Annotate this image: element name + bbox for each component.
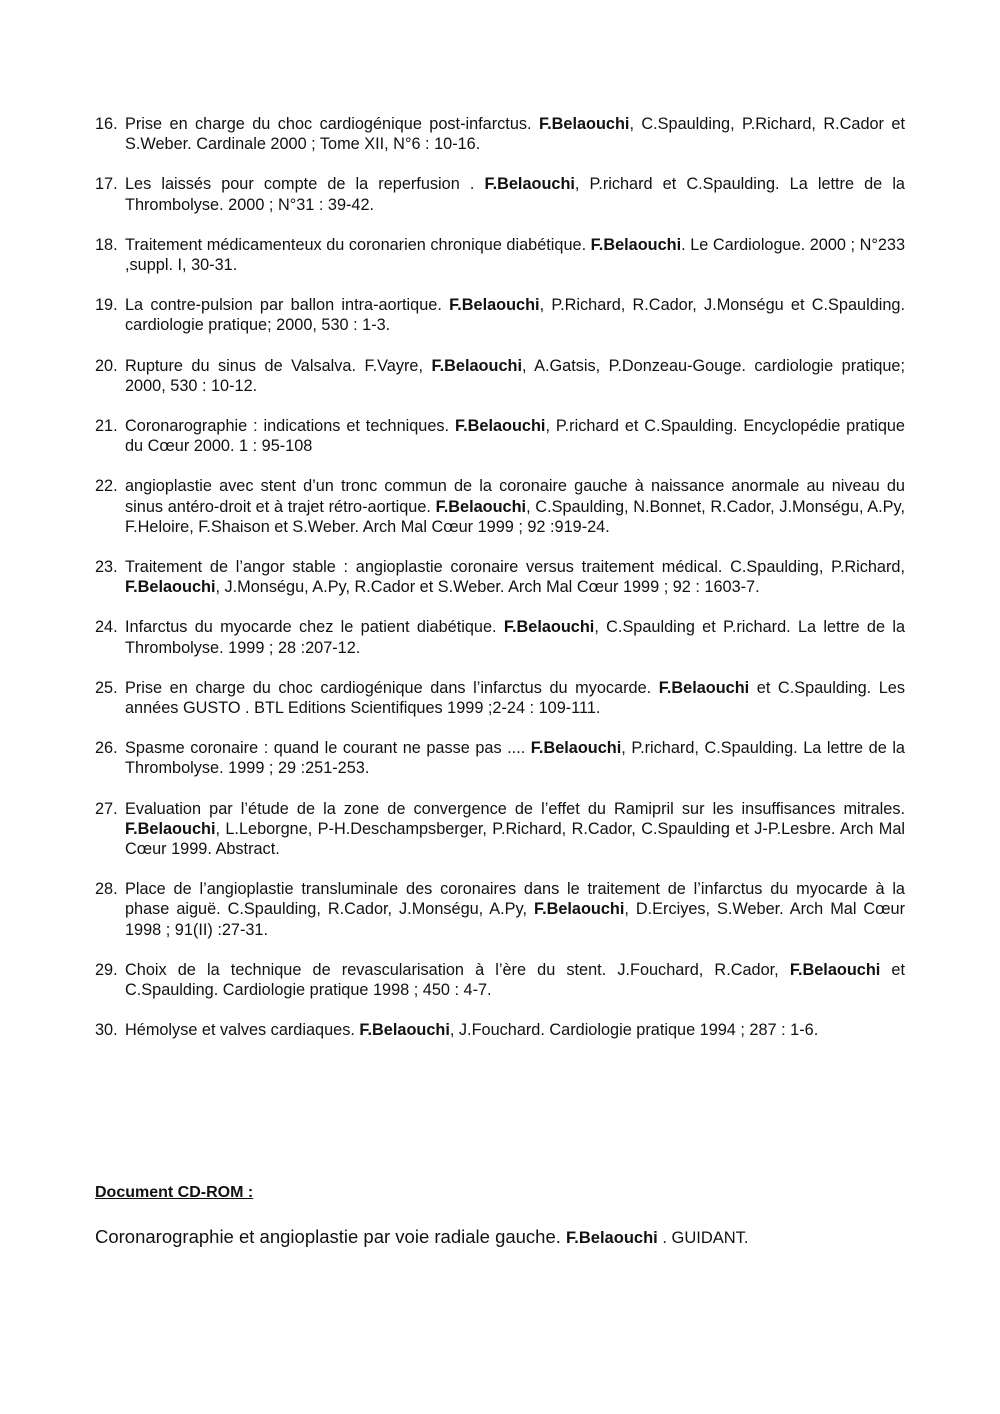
reference-text: , C.Spaulding, N.Bonnet, R.Cador, J.Monségu, A.Py, F.Heloire, F.Shaison et S.Weber. Arch Mal Cœur 1999 ; 92 :919-24. [125, 497, 905, 536]
cdrom-publisher: . GUIDANT. [657, 1229, 749, 1247]
reference-number: 24. [95, 618, 118, 637]
reference-number: 27. [95, 799, 118, 818]
reference-text: La contre-pulsion par ballon intra-aortique. [125, 296, 450, 315]
cdrom-title: Coronarographie et angioplastie par voie radiale gauche. [95, 1226, 567, 1247]
reference-text: , J.Fouchard. Cardiologie pratique 1994 ; 287 : 1-6. [449, 1021, 819, 1040]
reference-text: , D.Erciyes, S.Weber. Arch Mal Cœur 1998 ; 91(II) :27-31. [125, 900, 905, 939]
reference-item [95, 1020, 905, 1040]
reference-text: Evaluation par l’étude de la zone de convergence de l’effet du Ramipril sur les insuffisances mitrales. [125, 799, 905, 818]
reference-author: F.Belaouchi [484, 175, 575, 194]
reference-text: , P.richard et C.Spaulding. Encyclopédie pratique du Cœur 2000. 1 : 95-108 [125, 417, 905, 456]
reference-item [95, 114, 905, 154]
reference-text: et C.Spaulding. Les années GUSTO . BTL Editions Scientifiques 1999 ;2-24 : 109-111. [125, 678, 905, 718]
reference-text: Hémolyse et valves cardiaques. [125, 1021, 360, 1040]
reference-text: Place de l’angioplastie transluminale des coronaires dans le traitement de l’infarctus du myocarde à la phase aiguë. C.Spaulding, R.Cador, J.Monségu, A.Py, [125, 880, 905, 919]
reference-text: Prise en charge du choc cardiogénique dans l’infarctus du myocarde. [125, 678, 659, 697]
reference-author: F.Belaouchi [449, 296, 540, 315]
reference-item [95, 738, 905, 778]
reference-number: 26. [95, 739, 118, 758]
reference-number: 29. [95, 960, 118, 979]
reference-number: 30. [95, 1021, 118, 1040]
reference-number: 21. [95, 417, 118, 436]
reference-text: , P.Richard, R.Cador, J.Monségu et C.Spaulding. cardiologie pratique; 2000, 530 : 1-3. [125, 296, 905, 335]
reference-text: , P.richard, C.Spaulding. La lettre de la Thrombolyse. 1999 ; 29 :251-253. [125, 739, 905, 778]
reference-number: 22. [95, 477, 118, 496]
reference-number: 17. [95, 175, 118, 194]
reference-text: , J.Monségu, A.Py, R.Cador et S.Weber. Arch Mal Cœur 1999 ; 92 : 1603-7. [215, 578, 760, 597]
reference-author: F.Belaouchi [454, 417, 546, 436]
cdrom-entry [95, 1225, 905, 1250]
reference-text: Coronarographie : indications et techniques. [125, 417, 455, 436]
reference-text: Choix de la technique de revascularisation à l’ère du stent. J.Fouchard, R.Cador, [125, 960, 790, 979]
reference-item [95, 879, 905, 940]
reference-author: F.Belaouchi [125, 819, 216, 838]
reference-number: 23. [95, 558, 118, 577]
reference-author: F.Belaouchi [658, 678, 750, 697]
reference-text: . Le Cardiologue. 2000 ; N°233 ,suppl. I, 30-31. [125, 235, 906, 275]
reference-text: Rupture du sinus de Valsalva. F.Vayre, [125, 356, 432, 375]
reference-text: Infarctus du myocarde chez le patient diabétique. [125, 618, 504, 637]
reference-author: F.Belaouchi [538, 115, 630, 133]
reference-item [95, 174, 905, 214]
reference-number: 25. [95, 678, 118, 697]
reference-text: et C.Spaulding. Cardiologie pratique 1998 ; 450 : 4-7. [125, 960, 906, 1000]
reference-text: , C.Spaulding et P.richard. La lettre de la Thrombolyse. 1999 ; 28 :207-12. [125, 618, 905, 657]
reference-number: 19. [95, 296, 118, 315]
reference-text: Traitement de l’angor stable : angioplastie coronaire versus traitement médical. C.Spaulding, P.Richard, [125, 558, 905, 577]
reference-item [95, 416, 905, 456]
reference-item [95, 960, 905, 1000]
reference-item [95, 617, 905, 657]
reference-author: F.Belaouchi [125, 578, 216, 597]
reference-author: F.Belaouchi [435, 497, 527, 516]
reference-number: 16. [95, 115, 118, 133]
reference-author: F.Belaouchi [530, 739, 622, 758]
reference-author: F.Belaouchi [503, 618, 595, 637]
reference-author: F.Belaouchi [533, 900, 625, 919]
reference-text: Traitement médicamenteux du coronarien chronique diabétique. [125, 235, 591, 254]
reference-text: Spasme coronaire : quand le courant ne passe pas .... [125, 739, 531, 758]
reference-text: , L.Leborgne, P-H.Deschampsberger, P.Richard, R.Cador, C.Spaulding et J-P.Lesbre. Arch Mal Cœur 1999. Abstract. [125, 819, 905, 859]
reference-number: 18. [95, 235, 118, 254]
reference-text: angioplastie avec stent d’un tronc commun de la coronaire gauche à naissance anormale au niveau du sinus antéro-droit et à trajet rétro-aortique. [125, 477, 905, 516]
reference-author: F.Belaouchi [590, 235, 682, 254]
reference-number: 20. [95, 356, 118, 375]
reference-text: Les laissés pour compte de la reperfusion . [125, 175, 485, 194]
reference-item [95, 557, 905, 597]
reference-number: 28. [95, 880, 118, 899]
reference-item [95, 476, 905, 537]
reference-text: , P.richard et C.Spaulding. La lettre de la Thrombolyse. 2000 ; N°31 : 39-42. [125, 175, 905, 214]
reference-text: Prise en charge du choc cardiogénique post-infarctus. [125, 115, 539, 133]
cdrom-section [95, 1183, 905, 1250]
reference-item [95, 356, 905, 396]
reference-text: , C.Spaulding, P.Richard, R.Cador et S.Weber. Cardinale 2000 ; Tome XII, N°6 : 10-16. [125, 115, 905, 154]
cdrom-author: F.Belaouchi [566, 1229, 658, 1247]
reference-text: , A.Gatsis, P.Donzeau-Gouge. cardiologie pratique; 2000, 530 : 10-12. [125, 356, 906, 395]
reference-item [95, 235, 905, 275]
reference-author: F.Belaouchi [431, 356, 522, 375]
reference-author: F.Belaouchi [789, 960, 881, 979]
reference-author: F.Belaouchi [359, 1021, 450, 1040]
reference-list [95, 114, 905, 1061]
section-heading: Document CD-ROM : [95, 1184, 254, 1201]
reference-item [95, 678, 905, 718]
reference-item [95, 295, 905, 335]
reference-item [95, 799, 905, 860]
